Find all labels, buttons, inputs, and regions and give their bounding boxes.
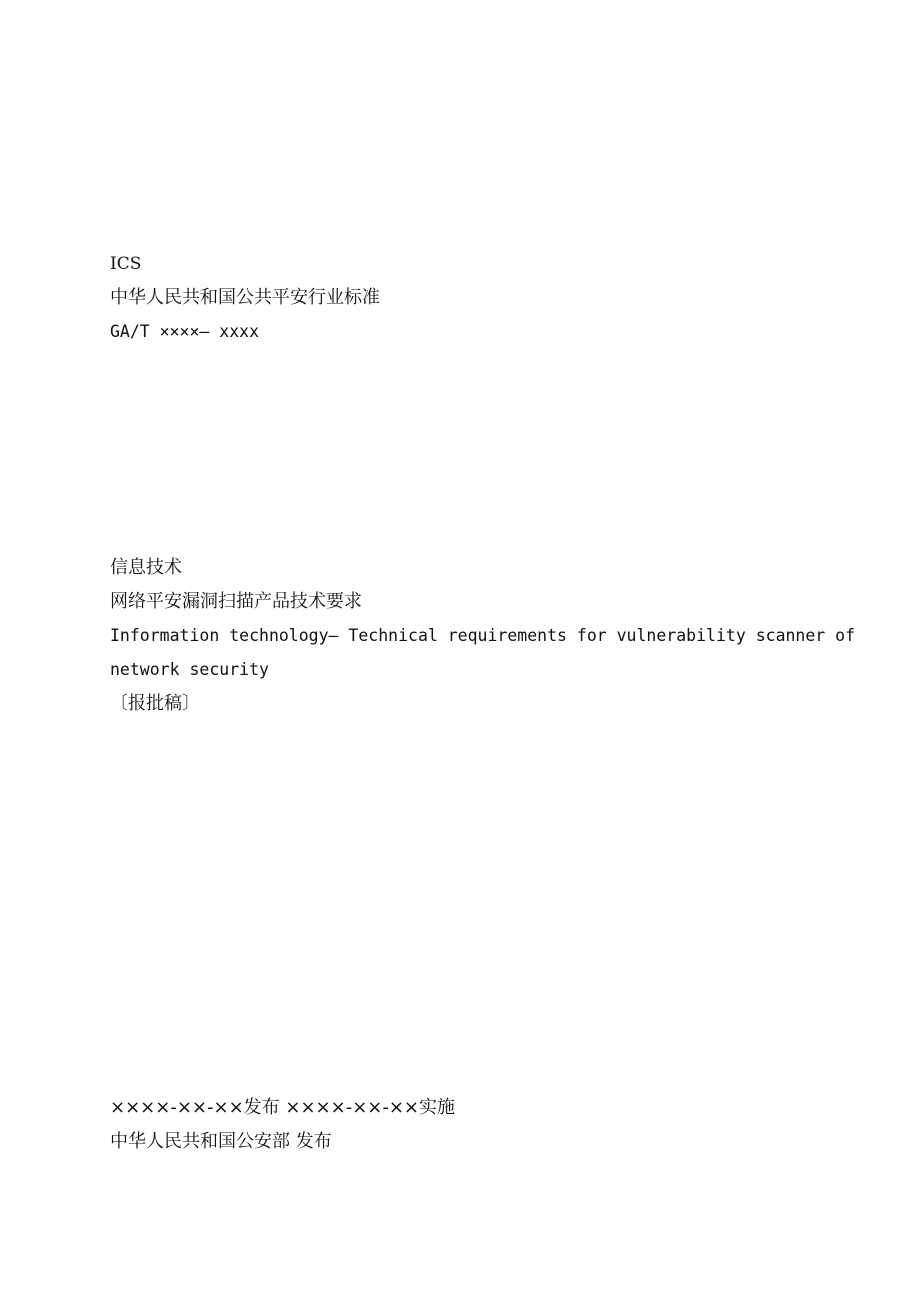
title-cn-line1: 信息技术 bbox=[110, 557, 182, 578]
title-en-line2: network security bbox=[110, 660, 269, 679]
standard-number: GA/T ××××— xxxx bbox=[110, 322, 260, 341]
ics-label: ICS bbox=[110, 254, 142, 274]
publish-implement-dates: ××××-××-××发布 ××××-××-××实施 bbox=[110, 1097, 456, 1118]
standard-category: 中华人民共和国公共平安行业标准 bbox=[110, 287, 380, 308]
draft-status: 〔报批稿〕 bbox=[110, 693, 200, 714]
issuer: 中华人民共和国公安部 发布 bbox=[110, 1131, 332, 1152]
title-en-line1: Information technology— Technical requirements for vulnerability scanner of bbox=[110, 626, 856, 645]
title-cn-line2: 网络平安漏洞扫描产品技术要求 bbox=[110, 591, 362, 612]
